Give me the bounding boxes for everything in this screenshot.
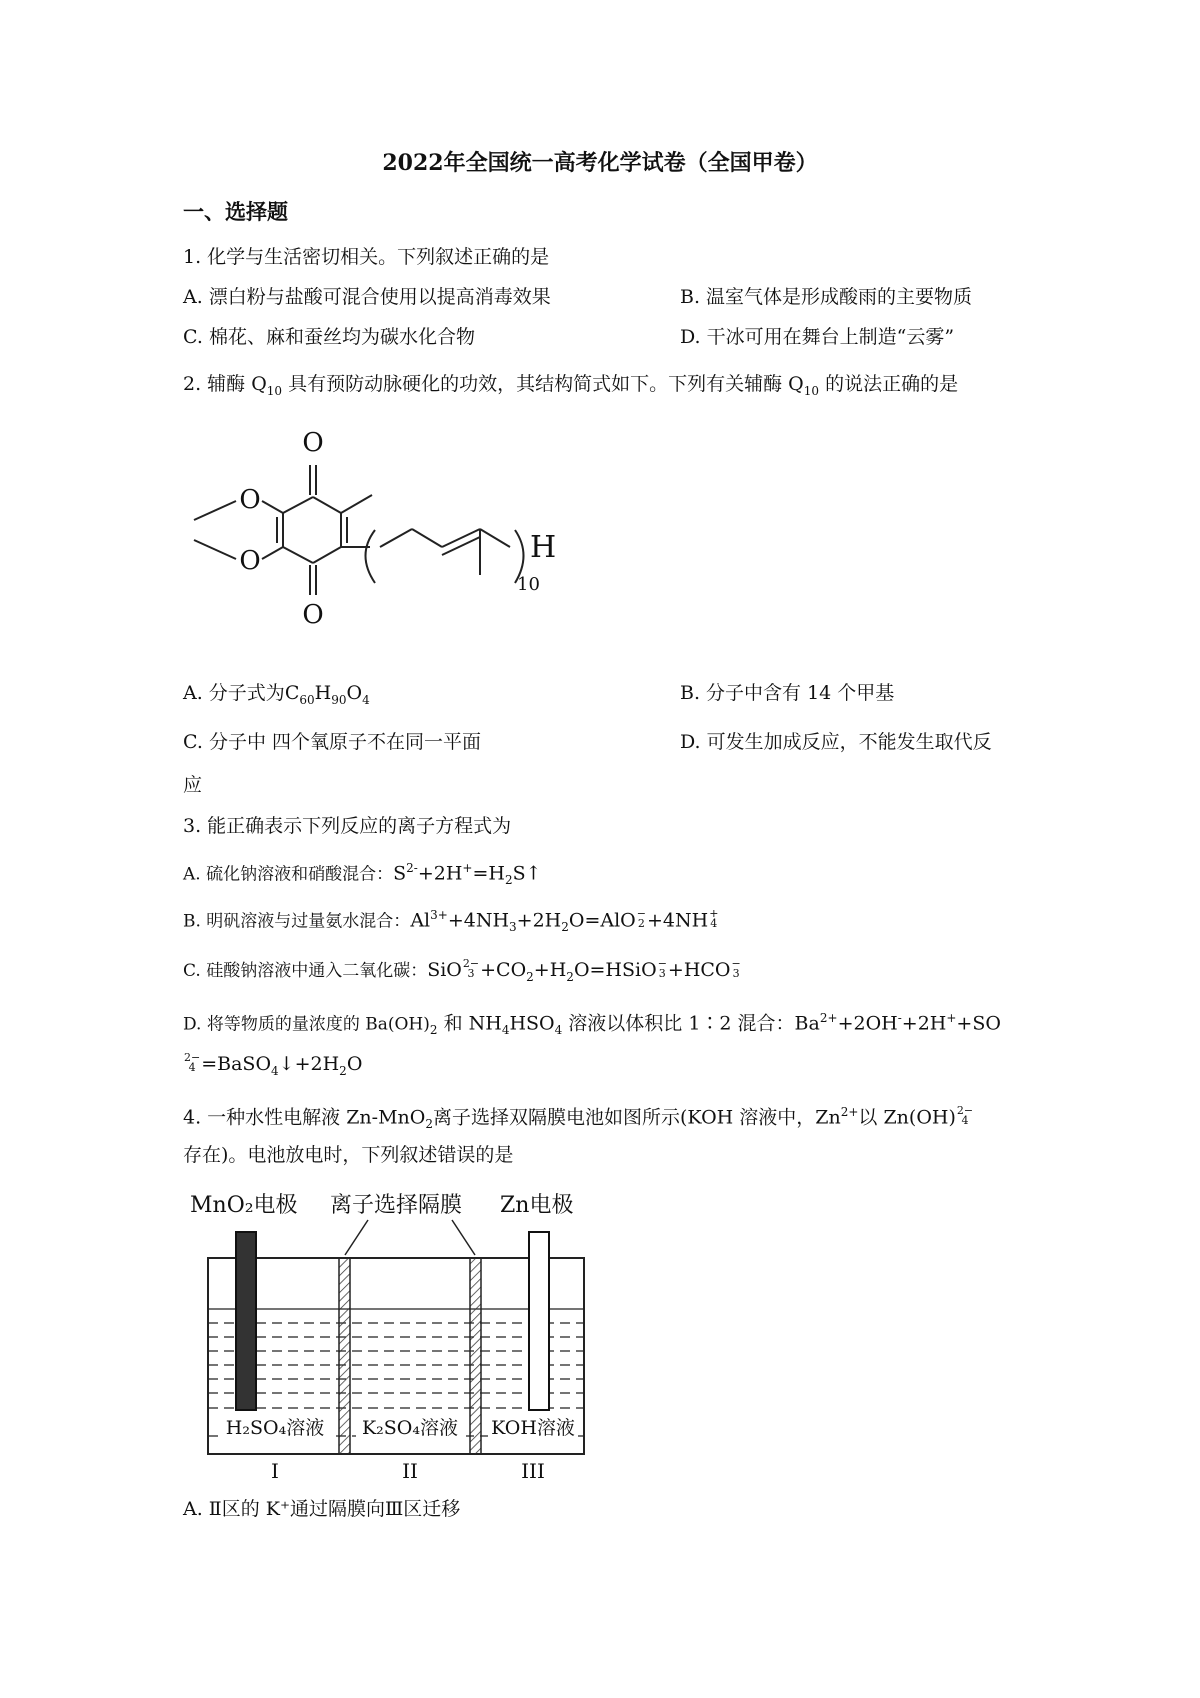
q2-stem-sub1: 10 <box>266 383 283 398</box>
q3-option-d-mid3: 溶液以体积比 1∶2 混合：Ba <box>562 1012 820 1035</box>
q3-stem: 3. 能正确表示下列反应的离子方程式为 <box>183 815 512 837</box>
label-mno2-electrode: MnO₂电极 <box>190 1193 298 1218</box>
label-h2so4-solution: H₂SO₄溶液 <box>225 1417 325 1439</box>
q1-option-c: C. 棉花、麻和蚕丝均为碳水化合物 <box>183 326 475 348</box>
q3-option-d-end: =BaSO <box>201 1053 272 1075</box>
struct-o-methoxy-1: O <box>239 485 261 515</box>
q2-formula-h-n: 90 <box>331 692 347 707</box>
q2-formula-c: C <box>284 682 300 704</box>
q2-option-a <box>183 681 370 712</box>
struct-o-bottom: O <box>302 600 324 630</box>
zone-2-label: II <box>402 1459 418 1480</box>
q2-formula-c-n: 60 <box>299 692 315 707</box>
q1-stem: 1. 化学与生活密切相关。下列叙述正确的是 <box>183 246 550 268</box>
q2-stem-b: 具有预防动脉硬化的功效，其结构简式如下。下列有关辅酶 Q <box>282 373 804 395</box>
page-title: 2022年全国统一高考化学试卷（全国甲卷） <box>382 150 818 176</box>
label-ion-membrane: 离子选择隔膜 <box>330 1193 463 1218</box>
q3-option-b: B. 明矾溶液与过量氨水混合：$Al^{3+}+4NH_3+2H_2O=AlO$ − 2 +4NH + 4 <box>183 907 719 935</box>
q2-option-b: B. 分子中含有 14 个甲基 <box>680 682 895 704</box>
q3-option-d-end2: ↓+2H <box>278 1053 340 1075</box>
q2-stem-a: 2. 辅酶 Q <box>183 373 267 395</box>
zone-3-label: III <box>521 1459 545 1480</box>
q2-formula-h: H <box>314 682 332 704</box>
struct-repeat-count: 10 <box>517 574 540 595</box>
section-heading: 一、选择题 <box>183 199 288 224</box>
q4-option-a: A. Ⅱ区的 K⁺通过隔膜向Ⅲ区迁移 <box>183 1498 461 1520</box>
q2-stem-sub2: 10 <box>803 383 820 398</box>
q2-option-d-cont: 应 <box>183 774 203 796</box>
q3-option-d-line2: 2− 4 $=BaSO_4↓+2H_2O$ <box>184 1051 363 1078</box>
q1-option-d: D. 干冰可用在舞台上制造“云雾” <box>680 326 955 348</box>
q3-option-d-mid2: HSO <box>509 1012 555 1035</box>
q1-option-a: A. 漂白粉与盐酸可混合使用以提高消毒效果 <box>183 286 551 308</box>
q3-option-d: D. 将等物质的量浓度的 $Ba(OH)_2$ 和 $NH_4HSO_4$ 溶液以体积比 1∶2 混合：$Ba^{2+}+2OH^-+2H^++SO$ <box>183 1011 1001 1038</box>
q1-option-b: B. 温室气体是形成酸雨的主要物质 <box>680 286 973 308</box>
struct-h: H <box>530 530 557 565</box>
q3-option-c-label: C. 硅酸钠溶液中通入二氧化碳： <box>183 961 428 981</box>
zone-1-label: I <box>271 1459 279 1480</box>
q2-stem-c: 的说法正确的是 <box>819 373 959 395</box>
struct-o-methoxy-2: O <box>239 546 261 576</box>
q2-option-d: D. 可发生加成反应，不能发生取代反 <box>680 731 992 753</box>
q4-stem-b: 离子选择双隔膜电池如图所示(KOH 溶液中，Zn <box>432 1106 841 1129</box>
coenzyme-q10-structure <box>180 425 590 650</box>
q2-formula-o: O <box>346 682 363 704</box>
q3-option-b-label: B. 明矾溶液与过量氨水混合： <box>183 911 411 932</box>
q4-stem-c: 以 Zn(OH) <box>858 1106 956 1129</box>
q3-option-d-mid: 和 NH <box>437 1012 502 1035</box>
q2-option-c: C. 分子中 四个氧原子不在同一平面 <box>183 731 481 753</box>
q3-option-a-label: A. 硫化钠溶液和硝酸混合： <box>183 864 394 885</box>
label-zn-electrode: Zn电极 <box>500 1193 574 1218</box>
label-k2so4-solution: K₂SO₄溶液 <box>361 1417 459 1439</box>
q3-option-a: A. 硫化钠溶液和硝酸混合：$S^{2-}+2H^+=H_2S↑$ <box>183 861 542 888</box>
q2-option-a-prefix: A. 分子式为 <box>183 682 285 704</box>
q4-stem-line2: 存在)。电池放电时，下列叙述错误的是 <box>183 1144 514 1166</box>
struct-o-top: O <box>302 428 324 458</box>
q2-stem <box>183 372 958 403</box>
battery-diagram <box>180 1180 600 1480</box>
q4-stem-a: 4. 一种水性电解液 Zn-MnO <box>183 1106 426 1129</box>
q3-option-d-label: D. 将等物质的量浓度的 Ba(OH) <box>183 1014 430 1035</box>
q3-option-d-end3: O <box>346 1053 363 1075</box>
label-koh-solution: KOH溶液 <box>491 1417 575 1439</box>
q3-option-c: C. 硅酸钠溶液中通入二氧化碳：SiO 2− 3 $+CO_2+H_2O=HSiO$ − 3 +HCO − 3 <box>183 957 741 984</box>
q4-stem: 4. 一种水性电解液 Zn-MnO$_2$离子选择双隔膜电池如图所示(KOH 溶液中，$Zn^{2+}$以 Zn(OH) 2− 4 <box>183 1104 974 1132</box>
q2-formula-o-n: 4 <box>362 692 370 707</box>
